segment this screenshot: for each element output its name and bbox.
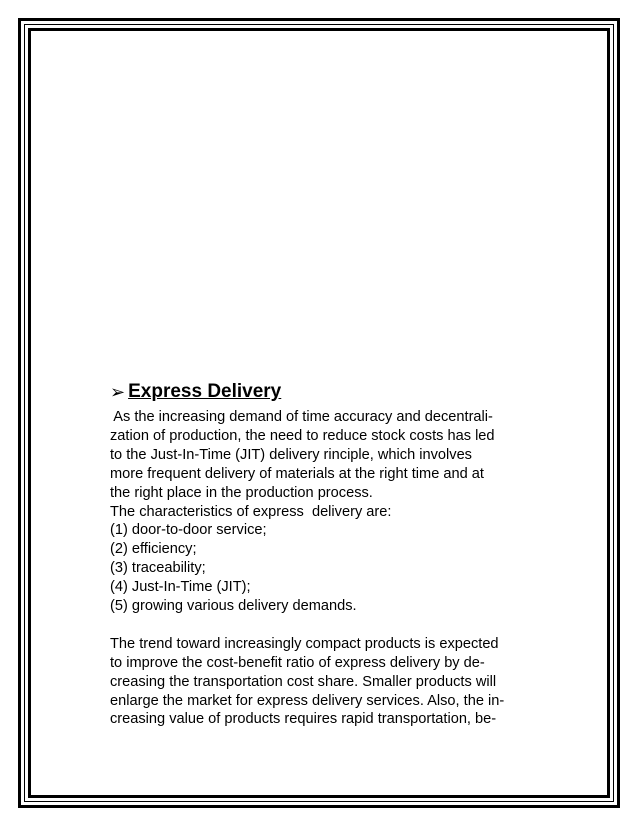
text-line: As the increasing demand of time accuracy and decentrali- <box>110 409 493 425</box>
text-line: more frequent delivery of materials at the right time and at <box>110 465 484 482</box>
document-content <box>110 380 570 729</box>
intro-paragraph <box>110 408 570 503</box>
section-heading <box>110 380 570 404</box>
text-line: zation of production, the need to reduce stock costs has led <box>110 427 495 444</box>
text-line: the right place in the production process. <box>110 484 373 501</box>
section-heading-text: Express Delivery <box>128 381 282 402</box>
list-item: (4) Just-In-Time (JIT); <box>110 579 251 596</box>
characteristics-list <box>110 521 570 616</box>
text-line: creasing value of products requires rapid transportation, be- <box>110 711 497 728</box>
characteristics-intro: The characteristics of express delivery are: <box>110 503 392 520</box>
text-line: creasing the transportation cost share. Smaller products will <box>110 673 497 690</box>
text-line: to improve the cost-benefit ratio of express delivery by de- <box>110 654 485 671</box>
list-item: (1) door-to-door service; <box>110 522 267 539</box>
list-item: (2) efficiency; <box>110 541 197 558</box>
trend-paragraph <box>110 635 570 730</box>
list-item: (5) growing various delivery demands. <box>110 598 357 615</box>
text-line: to the Just-In-Time (JIT) delivery rinciple, which involves <box>110 446 472 463</box>
arrow-bullet-icon: ➢ <box>110 382 126 402</box>
text-line: The trend toward increasingly compact products is expected <box>110 635 499 652</box>
paragraph-gap <box>110 616 570 635</box>
list-item: (3) traceability; <box>110 560 206 577</box>
text-line: enlarge the market for express delivery services. Also, the in- <box>110 692 505 709</box>
